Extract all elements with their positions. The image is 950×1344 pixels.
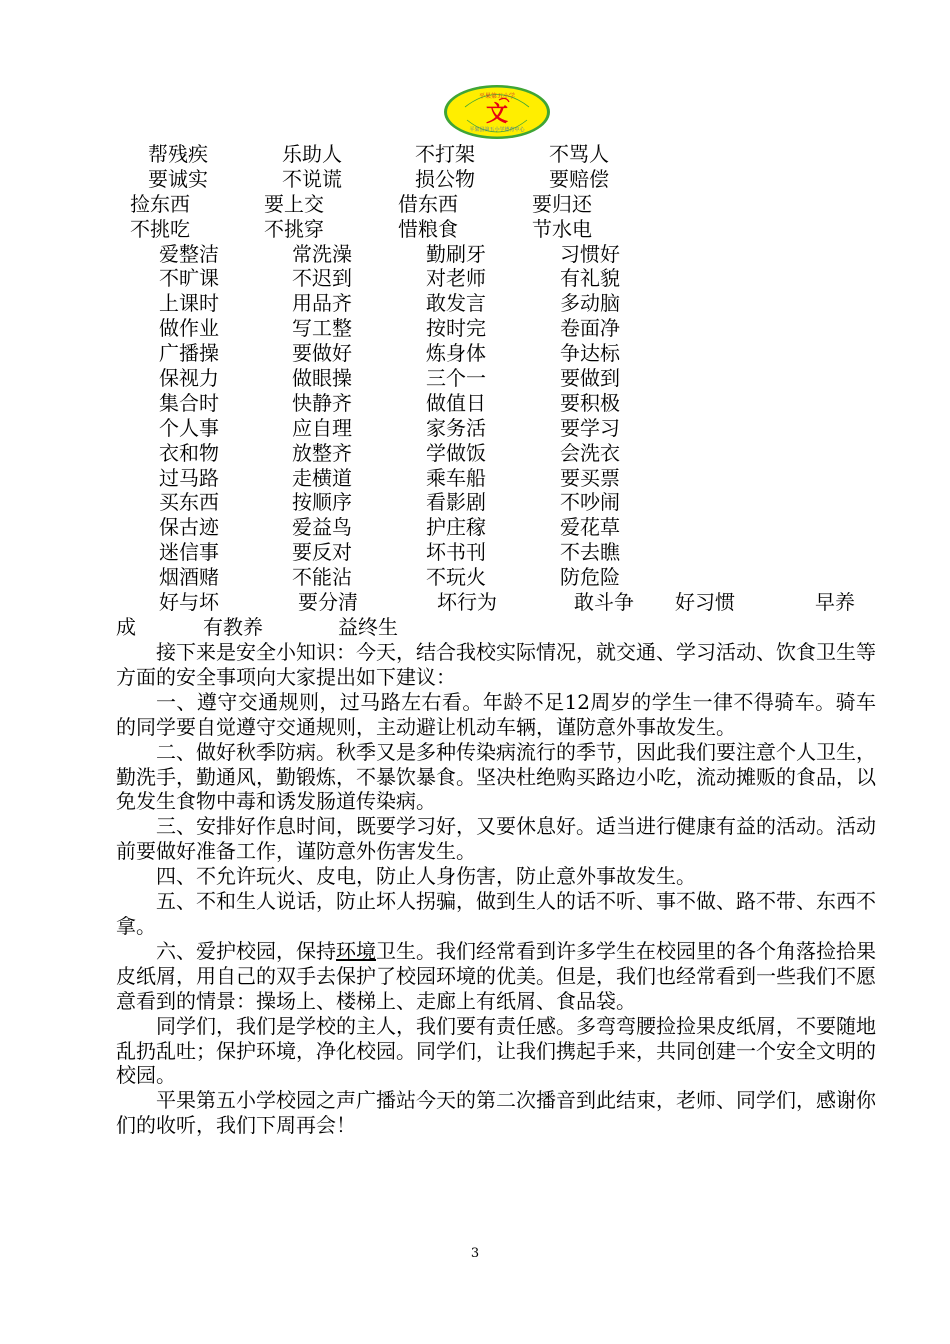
rhyme-phrase: 要分清 <box>298 590 358 615</box>
rhyme-phrase: 习惯好 <box>560 241 620 266</box>
rhyme-row <box>0 391 950 416</box>
body-text <box>116 640 876 1138</box>
school-logo <box>443 84 551 140</box>
rhyme-phrase: 用品齐 <box>292 291 352 316</box>
rhyme-row <box>0 441 950 466</box>
rhyme-phrase: 要反对 <box>292 540 352 565</box>
rhyme-row <box>0 167 950 192</box>
rhyme-phrase: 护庄稼 <box>426 515 486 540</box>
paragraph: 接下来是安全小知识：今天，结合我校实际情况，就交通、学习活动、饮食卫生等方面的安全事项向大家提出如下建议： <box>116 640 876 689</box>
rhyme-phrase: 做值日 <box>426 390 486 415</box>
rhyme-phrase: 炼身体 <box>426 341 486 366</box>
rhyme-phrase: 会洗衣 <box>560 440 620 465</box>
rhyme-phrase: 多动脑 <box>560 291 620 316</box>
rhyme-phrase: 节水电 <box>532 216 592 241</box>
rhyme-phrase: 不去瞧 <box>560 540 620 565</box>
rhyme-phrase: 按时完 <box>426 316 486 341</box>
rhyme-phrase: 快静齐 <box>292 390 352 415</box>
paragraph: 二、做好秋季防病。秋季又是多种传染病流行的季节，因此我们要注意个人卫生，勤洗手，勤通风，勤锻炼，不暴饮暴食。坚决杜绝购买路边小吃，流动摊贩的食品，以免发生食物中毒和诱发肠道传染病。 <box>116 739 876 814</box>
rhyme-phrase: 惜粮食 <box>398 216 458 241</box>
rhyme-phrase: 成 <box>116 614 136 639</box>
rhyme-phrase: 个人事 <box>159 415 219 440</box>
rhyme-phrase: 敢斗争 <box>574 590 634 615</box>
rhyme-row <box>0 217 950 242</box>
rhyme-phrase: 不旷课 <box>159 266 219 291</box>
rhyme-phrase: 上课时 <box>159 291 219 316</box>
paragraph: 同学们，我们是学校的主人，我们要有责任感。多弯弯腰捡捡果皮纸屑，不要随地乱扔乱吐；保护环境，净化校园。同学们，让我们携起手来，共同创建一个安全文明的校园。 <box>116 1013 876 1088</box>
rhyme-row <box>0 565 950 590</box>
rhyme-row <box>0 266 950 291</box>
rhyme-phrase: 乘车船 <box>426 465 486 490</box>
rhyme-phrase: 不能沾 <box>292 565 352 590</box>
rhyme-phrase: 学做饭 <box>426 440 486 465</box>
rhyme-phrase: 帮残疾 <box>148 142 208 166</box>
rhyme-phrase: 烟酒赌 <box>159 565 219 590</box>
rhyme-row <box>0 416 950 441</box>
rhyme-phrase: 按顺序 <box>292 490 352 515</box>
rhyme-phrase: 坏行为 <box>437 590 497 615</box>
logo-top-text: 平果第五小学 <box>478 93 516 100</box>
rhyme-phrase: 早养 <box>815 590 855 615</box>
page-number: 3 <box>470 1246 480 1261</box>
rhyme-phrase: 不吵闹 <box>560 490 620 515</box>
rhyme-grid <box>0 142 950 640</box>
rhyme-phrase: 有礼貌 <box>560 266 620 291</box>
rhyme-phrase: 敢发言 <box>426 291 486 316</box>
rhyme-phrase: 应自理 <box>292 415 352 440</box>
paragraph: 三、安排好作息时间，既要学习好，又要休息好。适当进行健康有益的活动。活动前要做好准备工作，谨防意外伤害发生。 <box>116 814 876 864</box>
rhyme-phrase: 勤刷牙 <box>426 241 486 266</box>
rhyme-phrase: 损公物 <box>415 166 475 191</box>
rhyme-phrase: 借东西 <box>398 191 458 216</box>
rhyme-phrase: 要做到 <box>560 366 620 391</box>
rhyme-phrase: 看影剧 <box>426 490 486 515</box>
rhyme-phrase: 对老师 <box>426 266 486 291</box>
rhyme-phrase: 衣和物 <box>159 440 219 465</box>
rhyme-phrase: 防危险 <box>560 565 620 590</box>
rhyme-phrase: 捡东西 <box>130 191 190 216</box>
rhyme-row <box>0 316 950 341</box>
rhyme-row <box>0 242 950 267</box>
rhyme-phrase: 写工整 <box>292 316 352 341</box>
rhyme-phrase: 不挑吃 <box>130 216 190 241</box>
rhyme-phrase: 不迟到 <box>292 266 352 291</box>
rhyme-phrase: 走横道 <box>292 465 352 490</box>
rhyme-phrase: 有教养 <box>203 614 263 639</box>
rhyme-phrase: 卷面净 <box>560 316 620 341</box>
rhyme-phrase: 不挑穿 <box>264 216 324 241</box>
rhyme-row <box>0 615 950 640</box>
rhyme-phrase: 争达标 <box>560 341 620 366</box>
rhyme-phrase: 好习惯 <box>675 590 735 615</box>
rhyme-row <box>0 515 950 540</box>
rhyme-row <box>0 341 950 366</box>
paragraph-text: 卫生。我们经常看到许多学生在校园里的各个角落捡拾果皮纸屑，用自己的双手去保护了校园环境的优美。但是，我们也经常看到一些我们不愿意看到的情景：操场上、楼梯上、走廊上有纸屑、食品袋。 <box>116 938 876 1013</box>
paragraph: 一、遵守交通规则，过马路左右看。年龄不足12周岁的学生一律不得骑车。骑车的同学要自觉遵守交通规则，主动避让机动车辆，谨防意外事故发生。 <box>116 689 876 739</box>
rhyme-row <box>0 490 950 515</box>
paragraph: 四、不允许玩火、皮电，防止人身伤害，防止意外事故发生。 <box>156 864 696 889</box>
rhyme-phrase: 好与坏 <box>159 590 219 615</box>
logo-center-char: 文 <box>485 101 509 127</box>
rhyme-phrase: 要学习 <box>560 415 620 440</box>
rhyme-row <box>0 540 950 565</box>
rhyme-phrase: 要积极 <box>560 390 620 415</box>
rhyme-phrase: 放整齐 <box>292 440 352 465</box>
rhyme-row <box>0 291 950 316</box>
rhyme-phrase: 买东西 <box>159 490 219 515</box>
rhyme-phrase: 常洗澡 <box>292 241 352 266</box>
rhyme-phrase: 要买票 <box>560 465 620 490</box>
rhyme-phrase: 不骂人 <box>549 142 609 166</box>
rhyme-phrase: 广播操 <box>159 341 219 366</box>
rhyme-phrase: 做眼操 <box>292 366 352 391</box>
rhyme-phrase: 爱花草 <box>560 515 620 540</box>
paragraph <box>116 939 876 1014</box>
rhyme-phrase: 迷信事 <box>159 540 219 565</box>
rhyme-phrase: 不说谎 <box>282 166 342 191</box>
rhyme-phrase: 要归还 <box>532 191 592 216</box>
rhyme-phrase: 家务活 <box>426 415 486 440</box>
rhyme-row <box>0 590 950 615</box>
rhyme-phrase: 集合时 <box>159 390 219 415</box>
paragraph: 五、不和生人说话，防止坏人拐骗，做到生人的话不听、事不做、路不带、东西不拿。 <box>116 889 876 938</box>
rhyme-row <box>0 466 950 491</box>
rhyme-phrase: 保视力 <box>159 366 219 391</box>
rhyme-phrase: 不玩火 <box>426 565 486 590</box>
rhyme-phrase: 要诚实 <box>148 166 208 191</box>
paragraph-text: 六、爱护校园，保持 <box>156 938 336 963</box>
rhyme-phrase: 做作业 <box>159 316 219 341</box>
rhyme-row <box>0 366 950 391</box>
rhyme-phrase: 不打架 <box>415 142 475 166</box>
rhyme-phrase: 过马路 <box>159 465 219 490</box>
rhyme-phrase: 要做好 <box>292 341 352 366</box>
rhyme-phrase: 爱益鸟 <box>292 515 352 540</box>
paragraph: 平果第五小学校园之声广播站今天的第二次播音到此结束，老师、同学们，感谢你们的收听，我们下周再会！ <box>116 1088 876 1138</box>
rhyme-phrase: 要赔偿 <box>549 166 609 191</box>
rhyme-phrase: 保古迹 <box>159 515 219 540</box>
underlined-word: 环境 <box>336 938 376 963</box>
rhyme-phrase: 爱整洁 <box>159 241 219 266</box>
rhyme-row <box>0 192 950 217</box>
rhyme-phrase: 要上交 <box>264 191 324 216</box>
logo-bottom-text: 平果县第五小学德育中心 <box>469 127 525 133</box>
rhyme-phrase: 益终生 <box>338 614 398 639</box>
rhyme-phrase: 坏书刊 <box>426 540 486 565</box>
rhyme-phrase: 乐助人 <box>282 142 342 166</box>
rhyme-phrase: 三个一 <box>426 366 486 391</box>
rhyme-row <box>0 142 950 167</box>
